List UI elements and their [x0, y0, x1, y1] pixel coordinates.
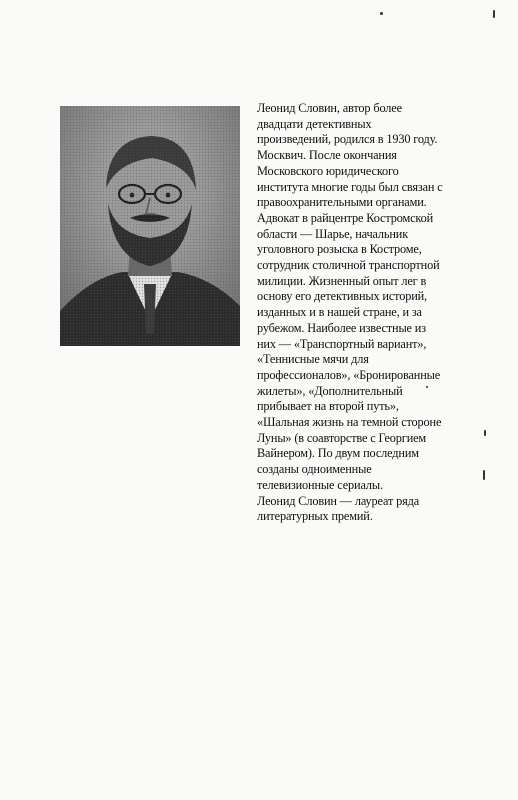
author-photo [60, 106, 240, 346]
awards-paragraph: Леонид Словин — лауреат ряда литературных премий. [257, 493, 420, 524]
scan-speck [426, 386, 428, 388]
biography-paragraph: Леонид Словин, автор более двадцати детективных произведений, родился в 1930 году. Москвич. После окончания Московского юридического института многие годы был связан с правоохранительными органами. Адвокат в райцентре Костромской области — Шарье, начальник уголовного розыска в Костроме, сотрудник столичной транспортной милиции. Жизненный опыт лег в основу его детективных историй, изданных и в нашей стране, и за рубежом. Наиболее известные из них — «Транспортный вариант», «Теннисные мячи для профессионалов», «Бронированные жилеты», «Дополнительный прибывает на второй путь», «Шальная жизнь на темной стороне Луны» (в соавторстве с Георгием Вайнером). По двум последним созданы одноименные телевизионные сериалы. [257, 101, 443, 492]
author-portrait [60, 106, 240, 346]
scan-speck [493, 10, 495, 18]
scan-speck [380, 12, 383, 15]
scan-speck [483, 470, 485, 480]
scan-speck [484, 430, 486, 436]
author-biography [257, 101, 487, 525]
